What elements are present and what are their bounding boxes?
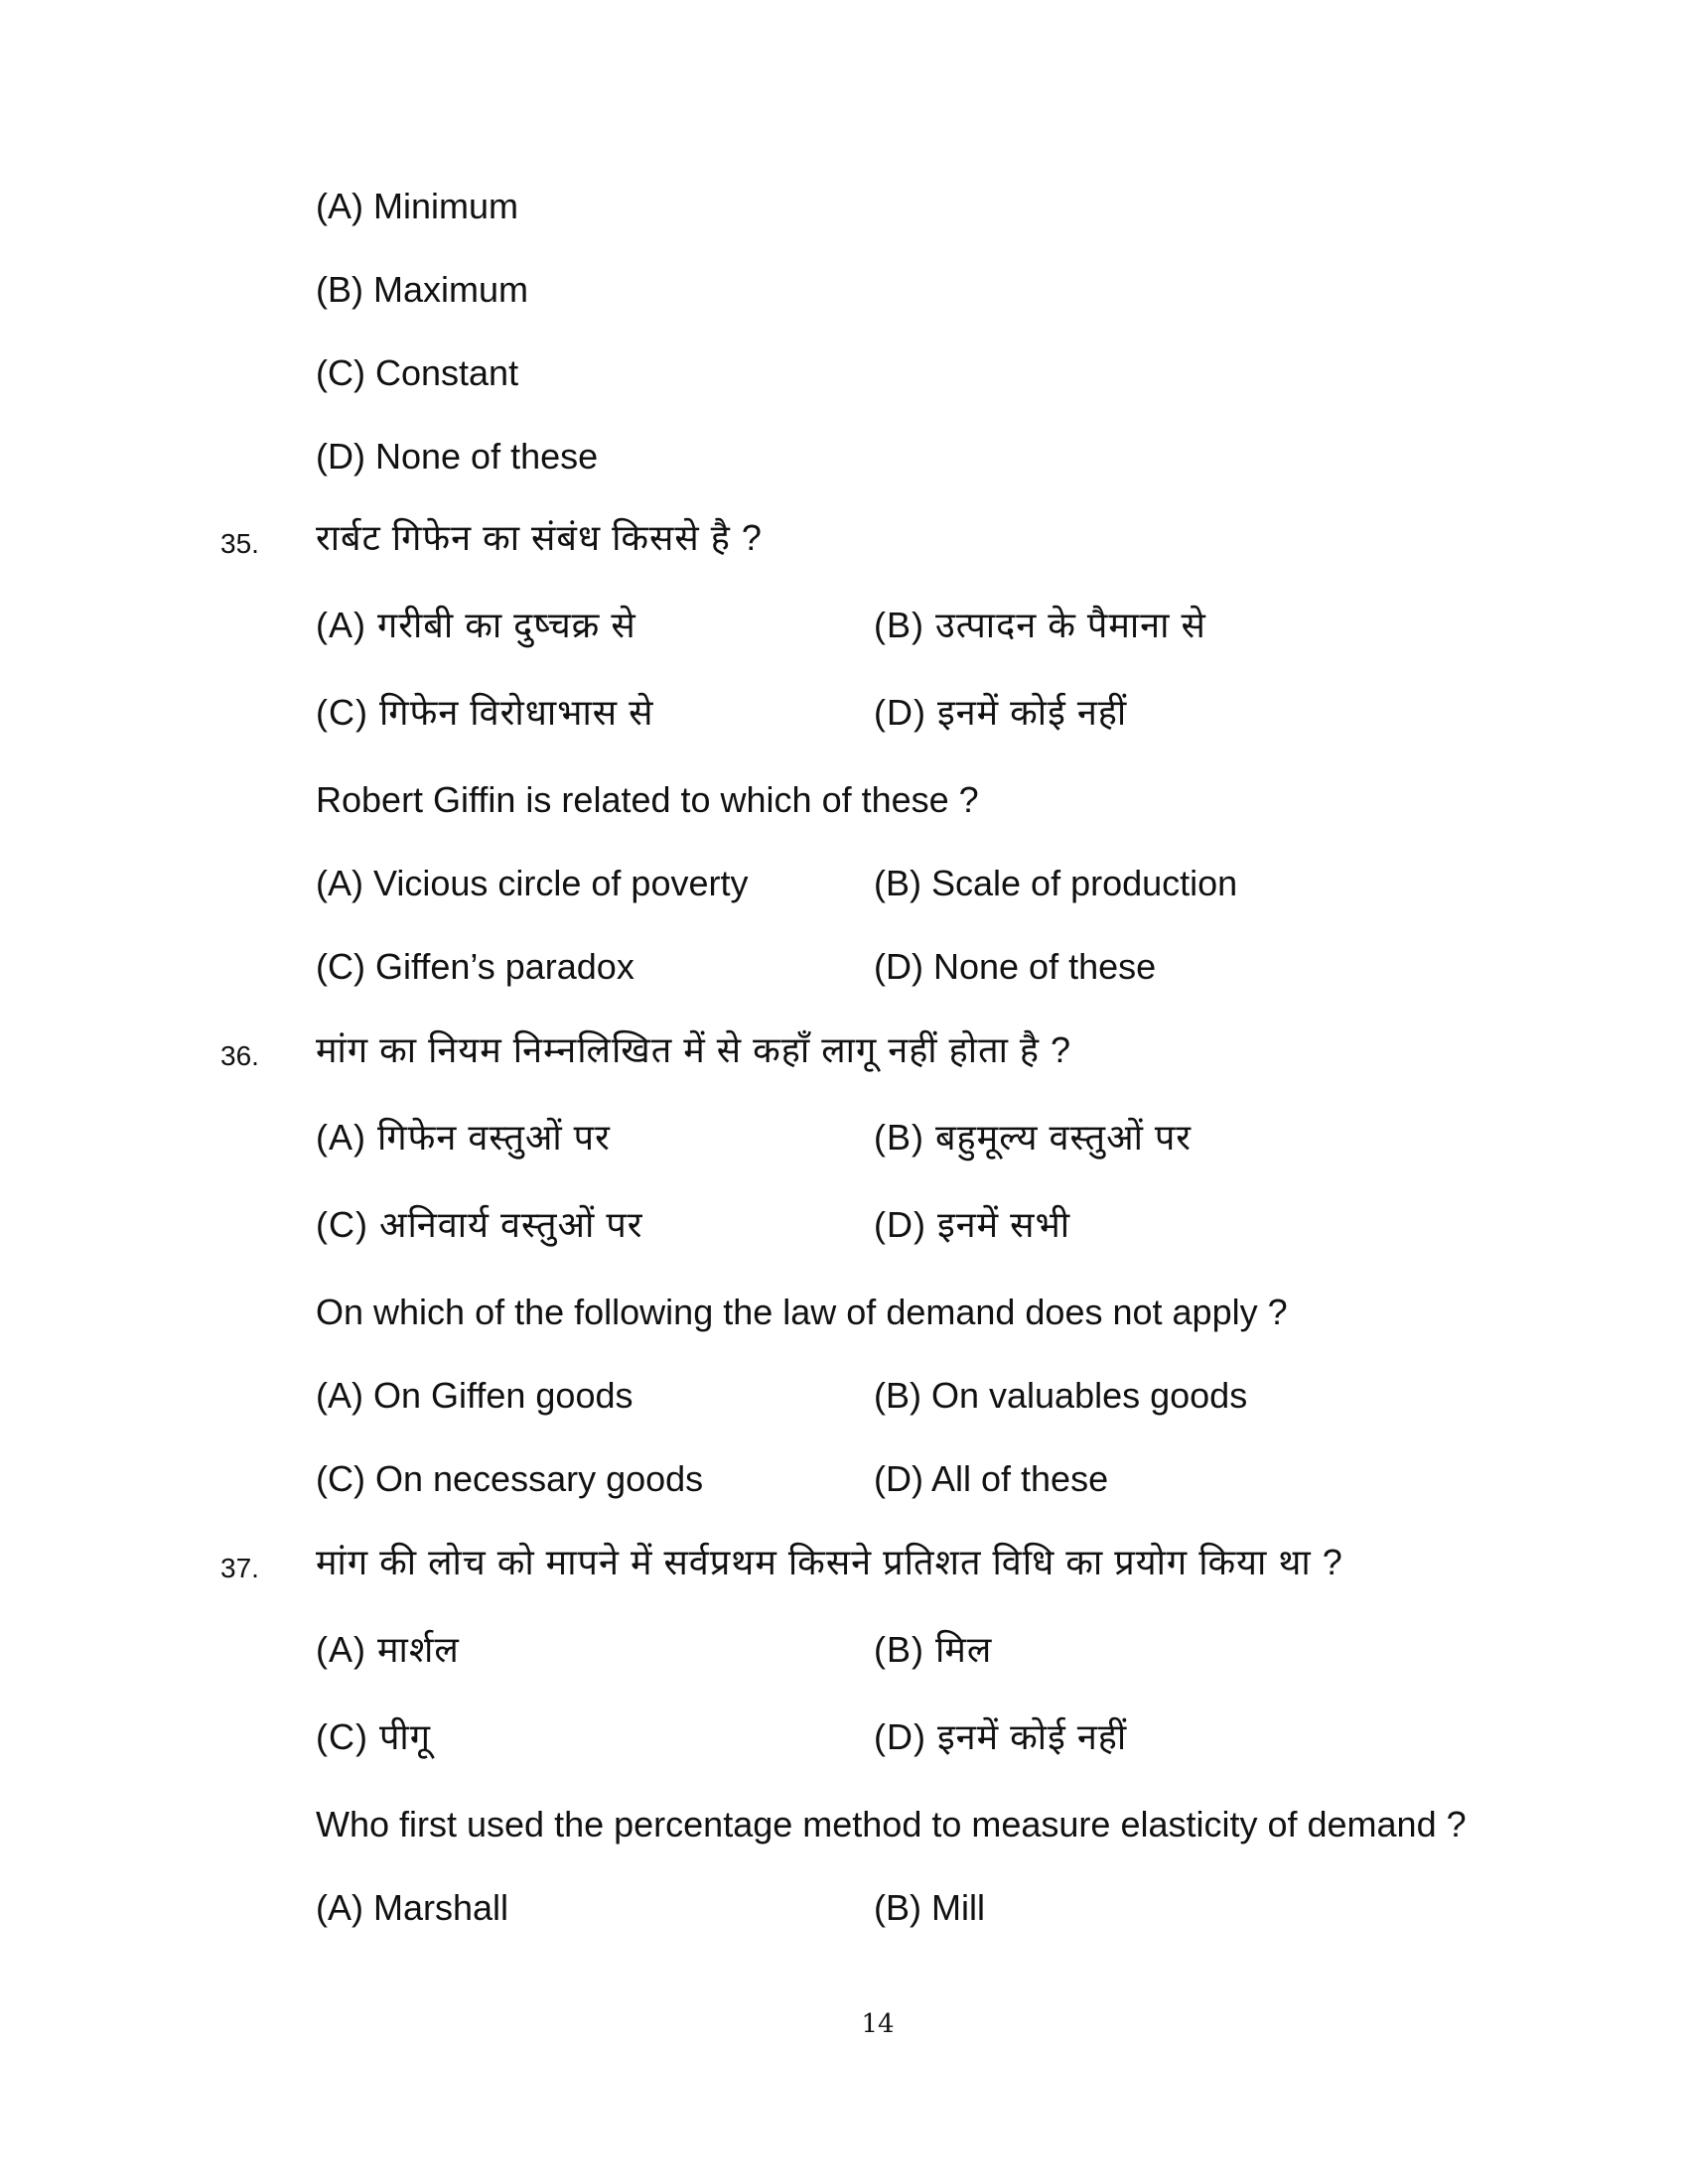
q35-option-b: (B) Scale of production bbox=[874, 863, 1238, 903]
q35-option-a: (A) Vicious circle of poverty bbox=[316, 863, 749, 903]
q35-option-c: (C) Giffen’s paradox bbox=[316, 946, 634, 987]
q36-option-d-hindi: (D) इनमें सभी bbox=[874, 1204, 1071, 1245]
q37-option-a-hindi: (A) मार्शल bbox=[316, 1629, 460, 1670]
q36-option-b: (B) On valuables goods bbox=[874, 1375, 1248, 1416]
q35-question-english: Robert Giffin is related to which of these ? bbox=[316, 779, 979, 820]
q35-question-hindi: रार्बट गिफेन का संबंध किससे है ? bbox=[316, 517, 763, 558]
q36-question-hindi: मांग का नियम निम्नलिखित में से कहाँ लागू नहीं होता है ? bbox=[316, 1029, 1072, 1070]
q36-option-c: (C) On necessary goods bbox=[316, 1458, 704, 1499]
q35-option-a-hindi: (A) गरीबी का दुष्चक्र से bbox=[316, 605, 636, 645]
q37-question-hindi: मांग की लोच को मापने में सर्वप्रथम किसने प्रतिशत विधि का प्रयोग किया था ? bbox=[316, 1542, 1343, 1582]
q34-option-a: (A) Minimum bbox=[316, 186, 518, 226]
q37-question-english: Who first used the percentage method to measure elasticity of demand ? bbox=[316, 1804, 1467, 1844]
page-number: 14 bbox=[861, 2009, 895, 2039]
q34-option-b: (B) Maximum bbox=[316, 269, 528, 310]
q36-option-a: (A) On Giffen goods bbox=[316, 1375, 633, 1416]
q37-number: 37. bbox=[220, 1553, 259, 1583]
q37-option-b: (B) Mill bbox=[874, 1887, 985, 1928]
q36-option-c-hindi: (C) अनिवार्य वस्तुओं पर bbox=[316, 1204, 643, 1245]
q37-option-d-hindi: (D) इनमें कोई नहीं bbox=[874, 1716, 1128, 1757]
q35-option-d-hindi: (D) इनमें कोई नहीं bbox=[874, 692, 1128, 733]
q37-option-a: (A) Marshall bbox=[316, 1887, 509, 1928]
q36-question-english: On which of the following the law of demand does not apply ? bbox=[316, 1292, 1288, 1332]
q35-option-d: (D) None of these bbox=[874, 946, 1157, 987]
q34-option-c: (C) Constant bbox=[316, 352, 519, 393]
q37-option-b-hindi: (B) मिल bbox=[874, 1629, 993, 1670]
q35-option-c-hindi: (C) गिफेन विरोधाभास से bbox=[316, 692, 654, 733]
q35-number: 35. bbox=[220, 528, 259, 559]
q36-option-b-hindi: (B) बहुमूल्य वस्तुओं पर bbox=[874, 1117, 1193, 1158]
q34-option-d: (D) None of these bbox=[316, 436, 599, 477]
q36-option-a-hindi: (A) गिफेन वस्तुओं पर bbox=[316, 1117, 611, 1158]
q36-number: 36. bbox=[220, 1040, 259, 1071]
q37-option-c-hindi: (C) पीगू bbox=[316, 1716, 432, 1757]
q36-option-d: (D) All of these bbox=[874, 1458, 1109, 1499]
q35-option-b-hindi: (B) उत्पादन के पैमाना से bbox=[874, 605, 1206, 645]
